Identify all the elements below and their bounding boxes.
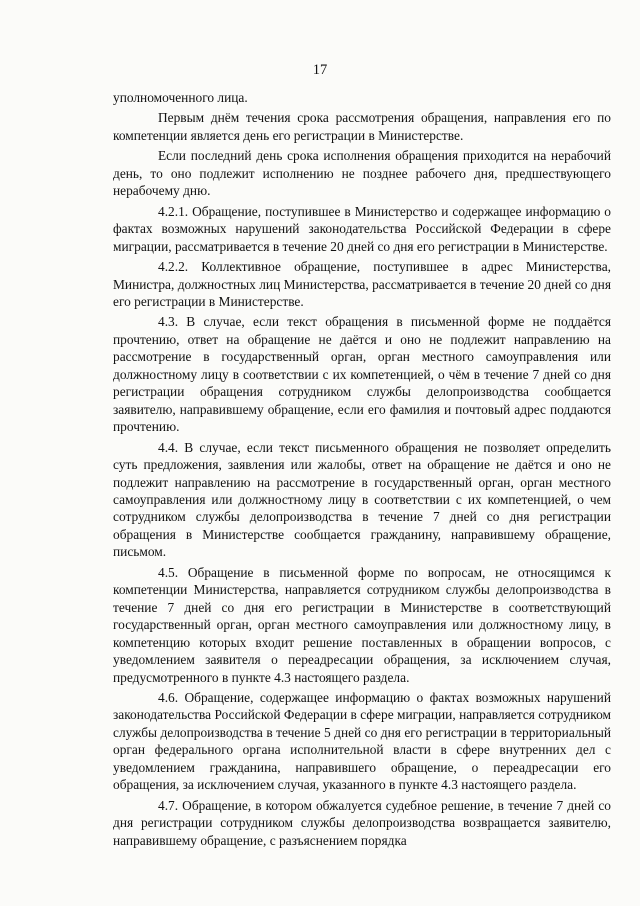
- paragraph-4-2-1: 4.2.1. Обращение, поступившее в Министерство и содержащее информацию о фактах возможных нарушений законодательства Российской Федерации в сфере миграции, рассматривается в течение 20 дней со дня его регистрации в Министерстве.: [113, 203, 611, 254]
- paragraph-4-6: 4.6. Обращение, содержащее информацию о фактах возможных нарушений законодательства Российской Федерации в сфере миграции, направляется сотрудником службы делопроизводства в течение 5 дней со дня его регистрации в территориальный орган федерального органа исполнительной власти в сфере внутренних дел с уведомлением гражданина, направившего обращение, о переадресации его обращения, за исключением случая, указанного в пункте 4.3 настоящего раздела.: [113, 689, 611, 793]
- paragraph-last-day: Если последний день срока исполнения обращения приходится на нерабочий день, то оно подлежит исполнению не позднее рабочего дня, предшествующего нерабочему дню.: [113, 148, 611, 199]
- paragraph-4-3: 4.3. В случае, если текст обращения в письменной форме не поддаётся прочтению, ответ на обращение не даётся и оно не подлежит направлению на рассмотрение в государственный орган, орган местного самоуправления или должностному лицу в соответствии с их компетенцией, о чём в течение 7 дней со дня регистрации обращения сотрудником службы делопроизводства сообщается заявителю, направившему обращение, если его фамилия и почтовый адрес поддаются прочтению.: [113, 314, 611, 435]
- paragraph-4-4: 4.4. В случае, если текст письменного обращения не позволяет определить суть предложения, заявления или жалобы, ответ на обращение не даётся и оно не подлежит направлению на рассмотрение в государственный орган, орган местного самоуправления или должностному лицу в соответствии с их компетенцией, о чем сотрудником службы делопроизводства в течение 7 дней со дня регистрации обращения в Министерстве сообщается гражданину, направившему обращение, письмом.: [113, 439, 611, 560]
- paragraph-4-2-2: 4.2.2. Коллективное обращение, поступившее в адрес Министерства, Министра, должностных лиц Министерства, рассматривается в течение 20 дней со дня его регистрации в Министерстве.: [113, 259, 611, 309]
- page-number: 17: [312, 62, 328, 78]
- paragraph-4-5: 4.5. Обращение в письменной форме по вопросам, не относящимся к компетенции Министерства, направляется сотрудником службы делопроизводства в течение 7 дней со дня его регистрации в Министерстве в соответствующий государственный орган, орган местного самоуправления или должностному лицу, в компетенцию которых входит решение поставленных в обращении вопросов, с уведомлением заявителя о переадресации обращения, за исключением случая, предусмотренного в пункте 4.3 настоящего раздела.: [113, 564, 611, 685]
- paragraph-continuation: уполномоченного лица.: [113, 90, 248, 105]
- paragraph-first-day: Первым днём течения срока рассмотрения обращения, направления его по компетенции является день его регистрации в Министерстве.: [113, 110, 611, 143]
- paragraph-4-7: 4.7. Обращение, в котором обжалуется судебное решение, в течение 7 дней со дня регистрации сотрудником службы делопроизводства возвращается заявителю, направившему обращение, с разъяснением порядка: [113, 797, 611, 848]
- document-body: [113, 89, 611, 849]
